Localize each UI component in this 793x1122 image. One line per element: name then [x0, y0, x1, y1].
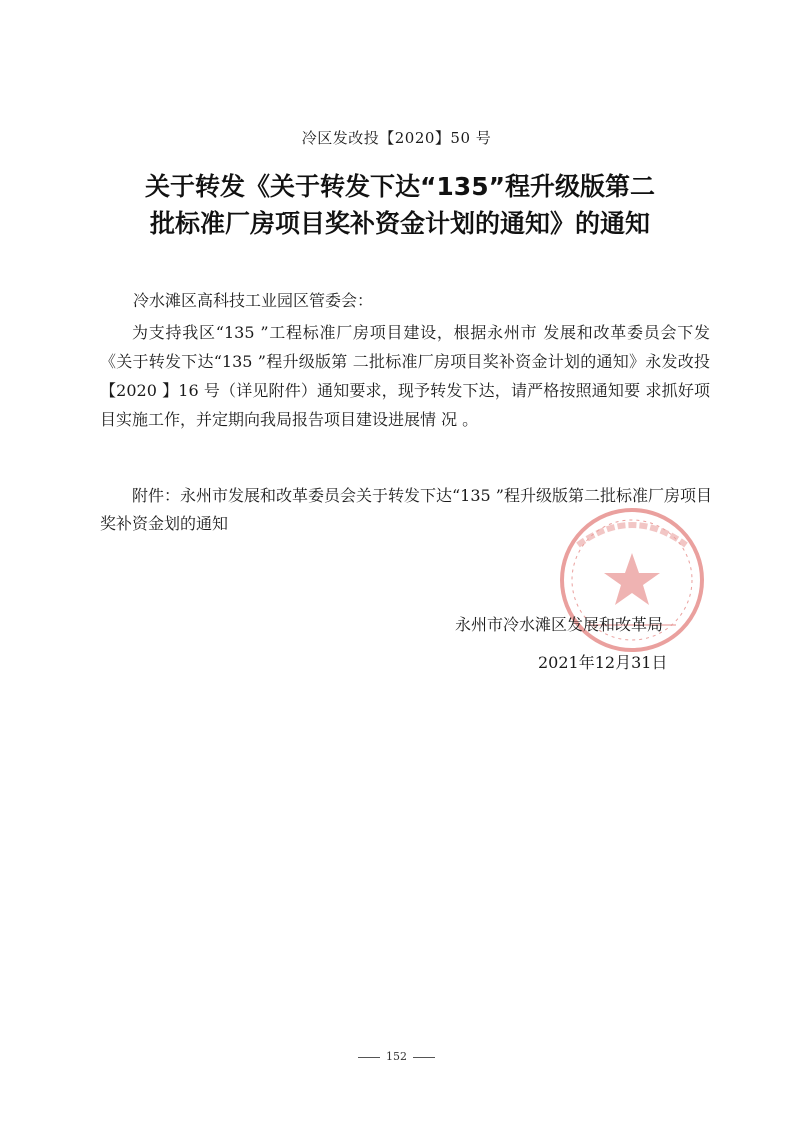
issuing-organization: 永州市冷水滩区发展和改革局: [455, 615, 664, 634]
addressee: 冷水滩区高科技工业园区管委会：: [133, 291, 374, 310]
page-number-left-dash: [358, 1057, 380, 1058]
issue-date: 2021年12月31日: [538, 653, 668, 672]
page-number-right-dash: [413, 1057, 435, 1058]
page-number-value: 152: [386, 1050, 407, 1063]
page-number: [0, 1050, 793, 1063]
document-title-line-1: 关于转发《关于转发下达“135”程升级版第二: [144, 172, 656, 201]
document-number: 冷区发改投【2020】50 号: [301, 129, 492, 147]
document-title-line-2: 批标准厂房项目奖补资金计划的通知》的通知: [149, 209, 650, 238]
document-title: [70, 168, 730, 242]
body-paragraph: 为支持我区“135 ”工程标准厂房项目建设，根据永州市 发展和改革委员会下发《关于转发下达“135 ”程升级版第 二批标准厂房项目奖补资金计划的通知》永发改投【2020 】16 号（详见附件）通知要求，现予转发下达，请严格按照通知要 求抓好项目实施工作，并定期向我局报告项目建设进展情 况 。: [100, 323, 710, 429]
attachment-note: 附件：永州市发展和改革委员会关于转发下达“135 ”程升级版第二批标准厂房项目奖补资金划的通知: [100, 486, 712, 533]
